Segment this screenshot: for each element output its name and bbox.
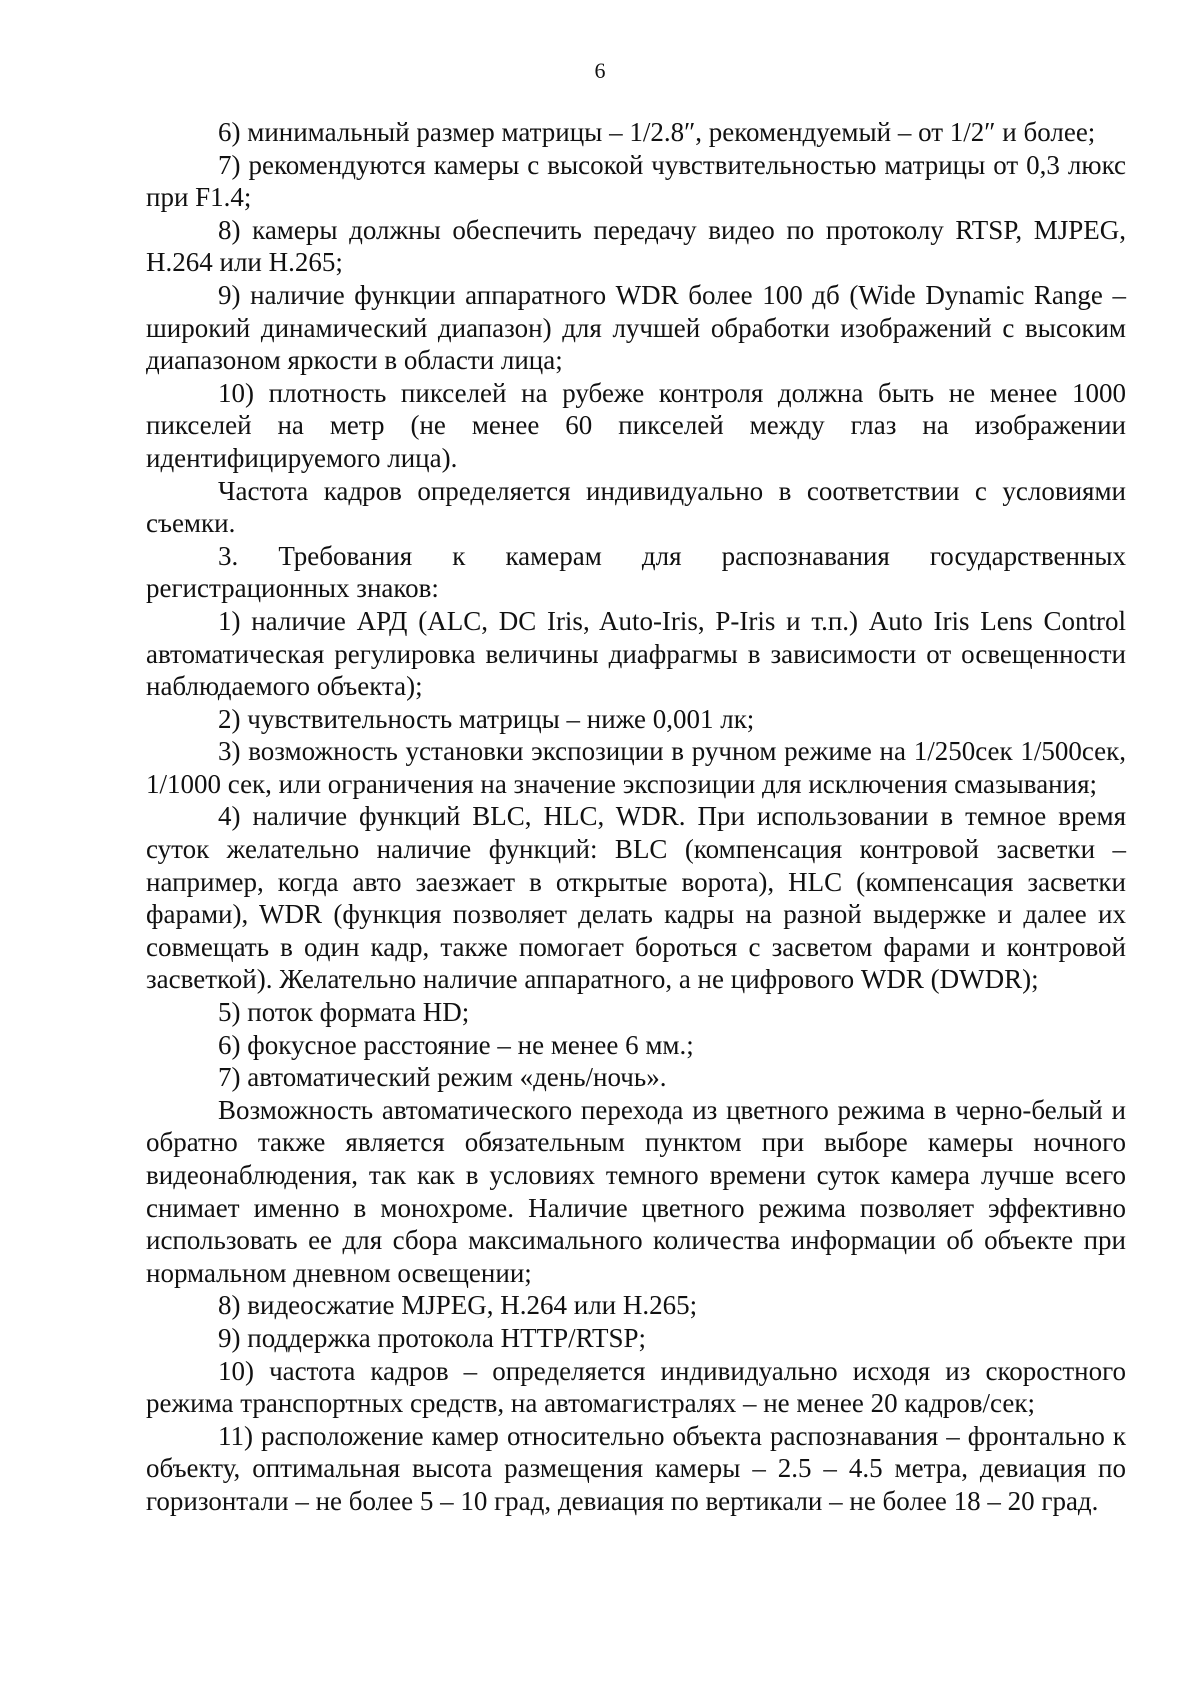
page-number: 6 [594, 58, 606, 83]
paragraph-item-6-focal-length: 6) фокусное расстояние – не менее 6 мм.; [218, 1029, 694, 1060]
paragraph-item-9-http-rtsp: 9) поддержка протокола HTTP/RTSP; [218, 1322, 647, 1353]
paragraph-item-10-pixel-density: 10) плотность пикселей на рубеже контроля должна быть не менее 1000 пикселей на метр (не менее 60 пикселей между глаз на изображении идентифицируемого лица). [146, 377, 1126, 473]
paragraph-item-7-sensitivity: 7) рекомендуются камеры с высокой чувствительностью матрицы от 0,3 люкс при F1.4; [146, 149, 1126, 213]
paragraph-item-11-placement: 11) расположение камер относительно объекта распознавания – фронтально к объекту, оптимальная высота размещения камеры – 2.5 – 4.5 метра, девиация по горизонтали – не более 5 – 10 град, девиация по вертикали – не более 18 – 20 град. [146, 1420, 1126, 1516]
document-body [146, 116, 1126, 1518]
paragraph-item-8-protocols: 8) камеры должны обеспечить передачу видео по протоколу RTSP, MJPEG, H.264 или H.265; [146, 214, 1126, 278]
paragraph-item-7-day-night: 7) автоматический режим «день/ночь». [218, 1062, 667, 1093]
paragraph-item-6-matrix-size: 6) минимальный размер матрицы – 1/2.8″, рекомендуемый – от 1/2″ и более; [218, 117, 1096, 147]
paragraph-item-8-compression: 8) видеосжатие MJPEG, H.264 или H.265; [218, 1290, 698, 1321]
paragraph-frame-rate: Частота кадров определяется индивидуально в соответствии с условиями съемки. [146, 475, 1126, 539]
paragraph-item-10-frame-rate: 10) частота кадров – определяется индивидуально исходя из скоростного режима транспортных средств, на автомагистралях – не менее 20 кадров/сек; [146, 1355, 1126, 1419]
paragraph-item-2-sensitivity: 2) чувствительность матрицы – ниже 0,001 лк; [218, 703, 755, 734]
paragraph-item-4-blc-hlc-wdr: 4) наличие функций BLC, HLC, WDR. При использовании в темное время суток желательно наличие функций: BLC (компенсация контровой засветки – например, когда авто заезжает в открытые ворота), HLC (компенсация засветки фарами), WDR (функция позволяет делать кадры на разной выдержке и далее их совмещать в один кадр, также помогает бороться с засветом фарами и контровой засветкой). Желательно наличие аппаратного, а не цифрового WDR (DWDR); [146, 801, 1126, 995]
paragraph-item-5-hd-stream: 5) поток формата HD; [218, 997, 470, 1028]
section-heading-plate-cameras: 3. Требования к камерам для распознавания государственных регистрационных знаков: [146, 540, 1126, 604]
paragraph-item-1-auto-iris: 1) наличие АРД (ALC, DC Iris, Auto-Iris, P-Iris и т.п.) Auto Iris Lens Control автоматическая регулировка величины диафрагмы в зависимости от освещенности наблюдаемого объекта); [146, 605, 1126, 702]
paragraph-day-night-explanation: Возможность автоматического перехода из цветного режима в черно-белый и обратно также является обязательным пунктом при выборе камеры ночного видеонаблюдения, так как в условиях темного времени суток камера лучше всего снимает именно в монохроме. Наличие цветного режима позволяет эффективно использовать ее для сбора максимального количества информации об объекте при нормальном дневном освещении; [146, 1094, 1126, 1288]
paragraph-item-9-wdr: 9) наличие функции аппаратного WDR более 100 дб (Wide Dynamic Range – широкий динамический диапазон) для лучшей обработки изображений с высоким диапазоном яркости в области лица; [146, 279, 1126, 376]
paragraph-item-3-exposure: 3) возможность установки экспозиции в ручном режиме на 1/250сек 1/500сек, 1/1000 сек, или ограничения на значение экспозиции для исключения смазывания; [146, 736, 1126, 799]
